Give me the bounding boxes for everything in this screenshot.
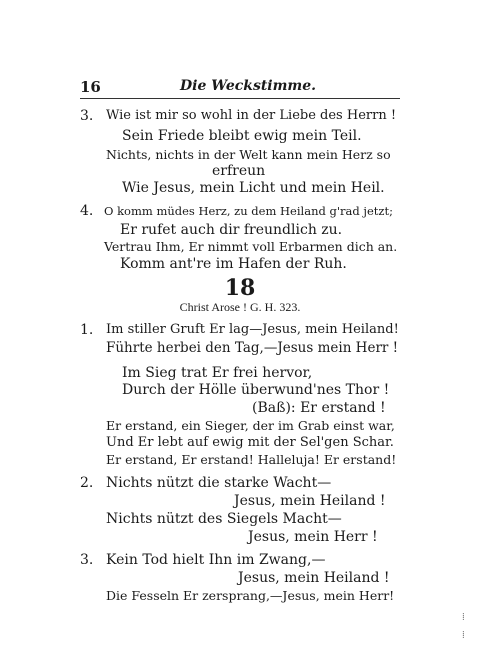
- verse-line: Die Fesseln Er zersprang,—Jesus, mein Herr!: [106, 588, 395, 603]
- stanza-number: 2.: [80, 475, 94, 491]
- verse-line: Durch der Hölle überwund'nes Thor !: [122, 382, 390, 398]
- running-title: Die Weckstimme.: [180, 78, 317, 94]
- page-header: [80, 78, 396, 98]
- verse-line: Im stiller Gruft Er lag—Jesus, mein Heiland!: [106, 322, 399, 337]
- verse-line: Er rufet auch dir freundlich zu.: [120, 222, 343, 238]
- verse-line: Nichts nützt die starke Wacht—: [106, 475, 332, 491]
- verse-line: O komm müdes Herz, zu dem Heiland g'rad jetzt;: [104, 204, 393, 218]
- stanza-number: 3.: [80, 108, 94, 124]
- verse-line: Jesus, mein Heiland !: [234, 493, 386, 509]
- verse-line: Kein Tod hielt Ihn im Zwang,—: [106, 552, 326, 568]
- stanza-number: 3.: [80, 552, 94, 568]
- verse-line: Im Sieg trat Er frei hervor,: [122, 365, 313, 381]
- stanza-number: 4.: [80, 203, 94, 219]
- verse-line: Er erstand, ein Sieger, der im Grab einst war,: [106, 418, 395, 433]
- verse-line: Und Er lebt auf ewig mit der Sel'gen Schar.: [106, 435, 394, 450]
- verse-line: Vertrau Ihm, Er nimmt voll Erbarmen dich an.: [104, 239, 398, 254]
- verse-line: Nichts nützt des Siegels Macht—: [106, 511, 342, 527]
- tune-reference: Christ Arose ! G. H. 323.: [179, 300, 301, 314]
- verse-line: Jesus, mein Heiland !: [238, 570, 390, 586]
- verse-line: Wie ist mir so wohl in der Liebe des Herrn !: [106, 108, 397, 123]
- margin-mark: ⁞: [462, 612, 465, 623]
- margin-mark: ⁞: [462, 630, 465, 641]
- verse-line: Er erstand, Er erstand! Halleluja! Er erstand!: [106, 452, 397, 467]
- verse-line: Wie Jesus, mein Licht und mein Heil.: [122, 180, 385, 196]
- hymn-number: 18: [224, 275, 256, 301]
- stanza-number: 1.: [80, 322, 94, 338]
- verse-line: Sein Friede bleibt ewig mein Teil.: [122, 128, 362, 144]
- verse-line: Komm ant're im Hafen der Ruh.: [120, 256, 347, 272]
- verse-line: Jesus, mein Herr !: [248, 529, 378, 545]
- verse-line: Führte herbei den Tag,—Jesus mein Herr !: [106, 340, 399, 356]
- verse-line: Nichts, nichts in der Welt kann mein Herz so: [106, 147, 391, 162]
- header-rule: [80, 98, 400, 99]
- verse-line: erfreun: [212, 163, 266, 179]
- page-number: 16: [80, 78, 101, 96]
- verse-line: (Baß): Er erstand !: [252, 400, 386, 416]
